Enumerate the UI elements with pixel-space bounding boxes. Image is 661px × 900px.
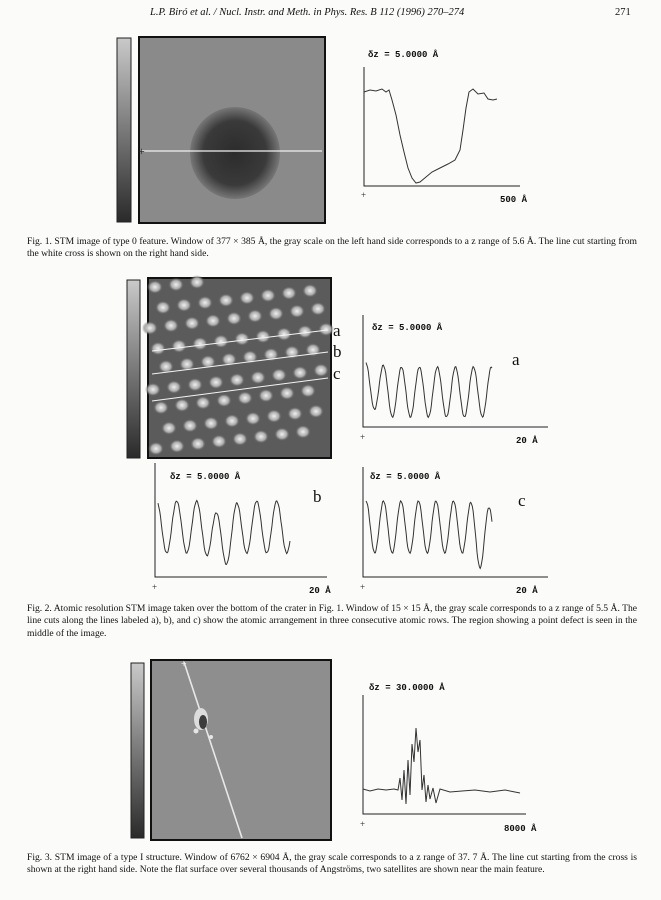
lattice-atom (174, 398, 190, 412)
lattice-atom (192, 337, 208, 351)
lattice-atom (266, 409, 282, 423)
lattice-atom (292, 366, 308, 380)
lattice-atom (166, 380, 182, 394)
lattice-atom (145, 383, 161, 397)
lattice-atom (250, 371, 266, 385)
lattice-atom (224, 414, 240, 428)
fig3-stm-image (151, 660, 331, 840)
fig2c-origin-marker: + (360, 582, 366, 592)
lattice-atom (176, 298, 192, 312)
fig1-dz-label: δz = 5.0000 Å (368, 50, 439, 60)
fig2c-dz-label: δz = 5.0000 Å (370, 472, 441, 482)
fig1-profile-curve (364, 89, 497, 183)
lattice-atom (182, 419, 198, 433)
lattice-atom (234, 332, 250, 346)
lattice-atom (153, 401, 169, 415)
lattice-atom (274, 427, 290, 441)
lattice-atom (237, 391, 253, 405)
fig2b-origin-marker: + (152, 582, 158, 592)
lattice-atom (308, 404, 324, 418)
lattice-atom (226, 311, 242, 325)
lattice-atom (161, 421, 177, 435)
lattice-atom (150, 342, 166, 356)
lattice-atom (155, 301, 171, 315)
lattice-atom (148, 442, 164, 456)
lattice-atom (169, 439, 185, 453)
lattice-atom (295, 425, 311, 439)
fig2b-profile-curve (158, 501, 290, 565)
lattice-atom (203, 416, 219, 430)
fig2c-profile-frame (363, 467, 548, 577)
fig2c-profile-curve (366, 501, 492, 569)
lattice-atom (187, 378, 203, 392)
fig2a-profile-curve (366, 363, 492, 418)
lattice-atom (190, 437, 206, 451)
lattice-atom (171, 339, 187, 353)
fig1-caption: Fig. 1. STM image of type 0 feature. Window of 377 × 385 Å, the gray scale on the left hand side corresponds to a z range of 5.6 Å. The line cut starting from the white cross is shown on the right hand side. (27, 236, 637, 260)
fig3-cross-marker: + (181, 659, 187, 670)
fig2a-panel-letter: a (512, 350, 520, 369)
fig3-caption: Fig. 3. STM image of a type I structure. Window of 6762 × 6904 Å, the gray scale corresponds to a z range of 37. 7 Å. The line cut starting from the cross is shown at the right hand side. Note the flat surface over several thousands of Angströms, two satellites are shown near the main feature. (27, 852, 637, 876)
fig2b-scale-label: 20 Å (309, 586, 331, 596)
fig2b-panel-letter: b (313, 487, 322, 506)
lattice-atom (302, 284, 318, 298)
lattice-atom (300, 384, 316, 398)
lattice-atom (279, 386, 295, 400)
lattice-atom (211, 434, 227, 448)
lattice-atom (258, 389, 274, 403)
lattice-atom (313, 363, 329, 377)
fig3-scale-label: 8000 Å (504, 824, 537, 834)
fig1-origin-marker: + (361, 190, 367, 200)
fig1-cross-marker: + (138, 144, 145, 158)
fig2a-scale-label: 20 Å (516, 436, 538, 446)
lattice-atom (168, 278, 184, 292)
fig2-caption: Fig. 2. Atomic resolution STM image taken over the bottom of the crater in Fig. 1. Window of 15 × 15 Å, the gray scale corresponds to a z range of 5.5 Å. The line cuts along the lines labeled a), b), and c) show the atomic arrangement in three consecutive atomic rows. The region showing a point defect is seen in the middle of the image. (27, 603, 637, 639)
lattice-atom (287, 407, 303, 421)
lattice-atom (310, 302, 326, 316)
fig2-line-label-b: b (333, 342, 342, 361)
fig2b-dz-label: δz = 5.0000 Å (170, 472, 241, 482)
lattice-atom (255, 330, 271, 344)
lattice-atom (268, 307, 284, 321)
lattice-atom (260, 289, 276, 303)
lattice-atom (142, 321, 158, 335)
fig1-profile-frame (364, 67, 520, 186)
lattice-atom (229, 373, 245, 387)
fig3-profile-frame (363, 695, 526, 814)
lattice-atom (184, 316, 200, 330)
lattice-atom (247, 309, 263, 323)
lattice-atom (239, 291, 255, 305)
page-number: 271 (615, 7, 631, 18)
fig2a-origin-marker: + (360, 432, 366, 442)
fig3-profile-curve (363, 728, 520, 804)
fig2a-dz-label: δz = 5.0000 Å (372, 323, 443, 333)
lattice-atom (245, 412, 261, 426)
lattice-atom (189, 275, 205, 289)
lattice-atom (253, 430, 269, 444)
lattice-atom (232, 432, 248, 446)
fig1-scale-label: 500 Å (500, 195, 528, 205)
lattice-atom (163, 319, 179, 333)
lattice-atom (213, 334, 229, 348)
lattice-atom (271, 368, 287, 382)
fig1-grayscale-bar (117, 38, 131, 222)
journal-citation: L.P. Biró et al. / Nucl. Instr. and Meth. in Phys. Res. B 112 (1996) 270–274 (150, 7, 465, 18)
fig3-origin-marker: + (360, 819, 366, 829)
fig2-line-label-a: a (333, 321, 341, 340)
lattice-atom (318, 322, 334, 336)
fig2-line-label-c: c (333, 364, 341, 383)
lattice-atom (218, 293, 234, 307)
fig1-graphics (117, 37, 520, 223)
lattice-atom (281, 286, 297, 300)
fig2c-scale-label: 20 Å (516, 586, 538, 596)
fig3-graphics (131, 659, 526, 840)
fig2-grayscale-bar (127, 280, 140, 458)
lattice-atom (205, 314, 221, 328)
lattice-atom (208, 375, 224, 389)
lattice-atom (216, 393, 232, 407)
fig3-dz-label: δz = 30.0000 Å (369, 683, 445, 693)
lattice-atom (147, 280, 163, 294)
lattice-atom (197, 296, 213, 310)
lattice-atom (289, 304, 305, 318)
fig2c-panel-letter: c (518, 491, 526, 510)
fig3-grayscale-bar (131, 663, 144, 838)
fig1-crater (190, 107, 280, 199)
lattice-atom (195, 396, 211, 410)
